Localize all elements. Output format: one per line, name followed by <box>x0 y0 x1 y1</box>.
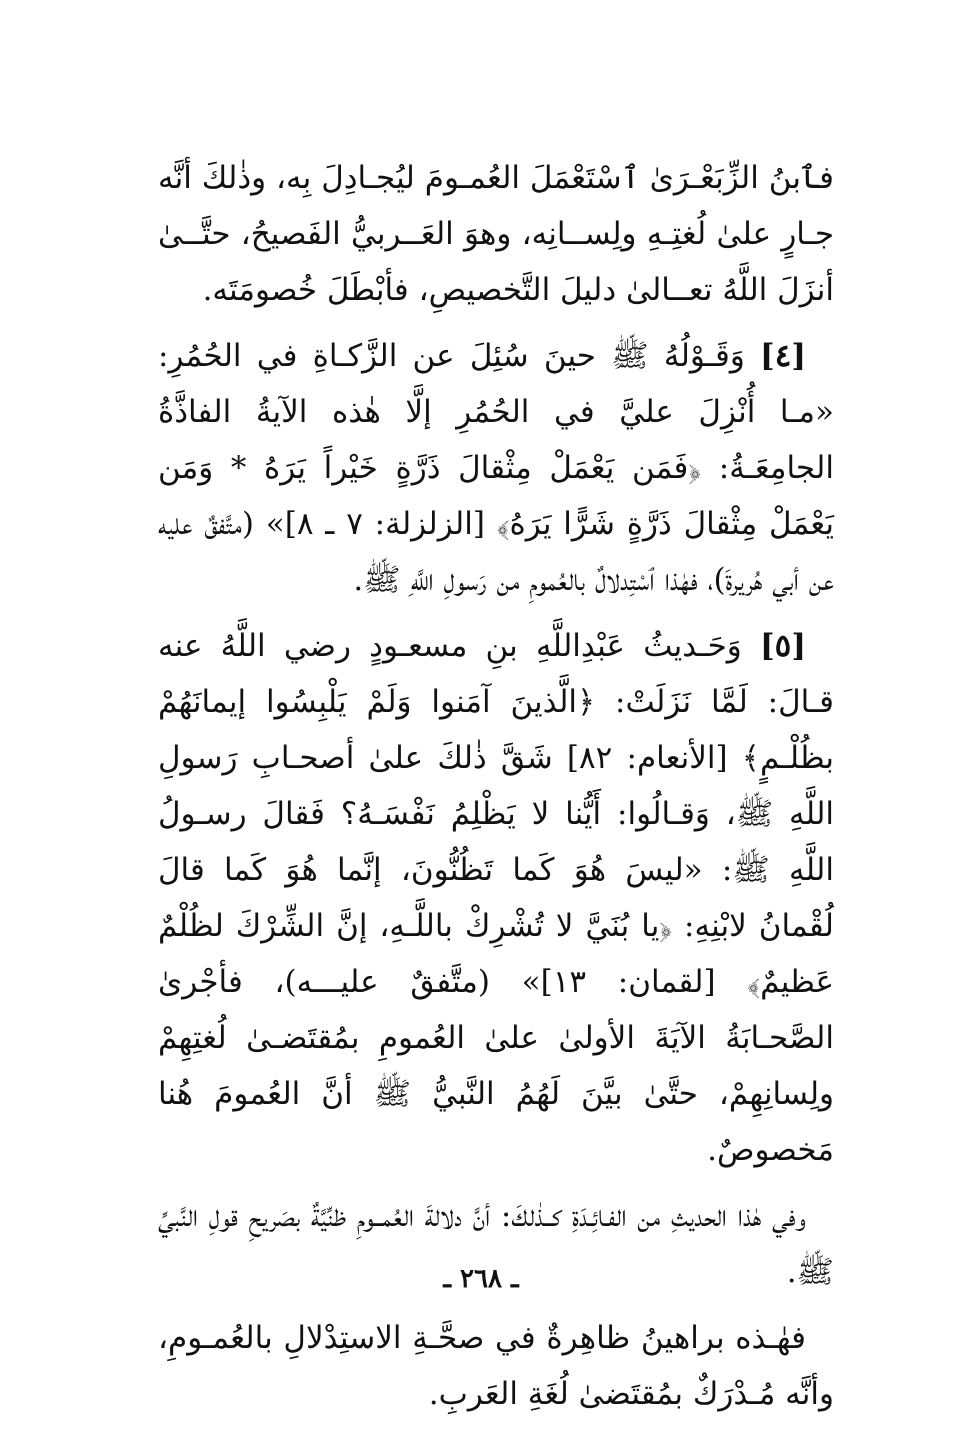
paragraph-conclusion <box>158 1310 834 1422</box>
paragraph-4-zakat-hadith <box>158 328 834 608</box>
paragraph-ibn-zibara <box>158 150 834 318</box>
paragraph-number: [٥] <box>760 628 806 664</box>
paragraph-text: وَقَـوْلُهُ ﷺ حينَ سُئِلَ عن الزَّكـاةِ في الحُمُرِ: «مـا أُنْزِلَ عليَّ في الحُمُرِ إلَّا هٰذه الآيةُ الفاذَّةُ الجامِعَـةُ: ﴿فَمَن يَعْمَلْ مِثْقالَ ذَرَّةٍ خَيْراً يَرَهُ * وَمَن يَعْمَلْ مِثْقالَ ذَرَّةٍ شَرًّا يَرَهُ﴾ [الزلزلة: ٧ ـ ٨]» (متَّفقٌ عليه عن أبي هُريرةَ)، فهٰذا ٱسْتِدلالٌ بالعُمومِ من رَسولِ اللَّهِ ﷺ. <box>158 338 835 598</box>
body-text <box>158 150 834 1432</box>
page-number: ـ ٢٦٨ ـ <box>443 1264 519 1294</box>
paragraph-text: وَحَـديثُ عَبْدِاللَّهِ بنِ مسعـودٍ رضي اللَّهُ عنه قـالَ: لَمَّا نَزَلَتْ: ﴿الَّذينَ آمَنوا وَلَمْ يَلْبِسُوا إيمانَهُمْ بظُلْـمٍ﴾ [الأنعام: ٨٢] شَقَّ ذٰلكَ علىٰ أصحـابِ رَسولِ اللَّهِ ﷺ، وَقـالُوا: أَيُّنا لا يَظْلِمُ نَفْسَـهُ؟ فَقالَ رسـولُ اللَّهِ ﷺ: «ليسَ هُوَ كَما تَظُنُّونَ، إنَّما هُوَ كَما قالَ لُقْمانُ لابْنِهِ: ﴿يا بُنَيَّ لا تُشْرِكْ باللَّـهِ، إنَّ الشِّرْكَ لظُلْمٌ عَظيمٌ﴾ [لقمان: ١٣]» (متَّفقٌ عليـــه)، فأجْرىٰ الصَّحـابَةُ الآيَةَ الأولىٰ علىٰ العُمومِ بمُقتَضـىٰ لُغتِهِمْ ولِسانِهِمْ، حتَّىٰ بيَّنَ لَهُمُ النَّبيُّ ﷺ أنَّ العُمومَ هُنا مَخصوصٌ. <box>158 628 834 1168</box>
paragraph-5-ibn-masud-hadith <box>158 618 834 1178</box>
paragraph-number: [٤] <box>760 338 807 374</box>
paragraph-text: وفي هٰذا الحديثِ من الفـائِـدَةِ كــذٰلكَ: أنَّ دلالةَ العُمــومِ ظنِّيَّةٌ بصَريحِ قولِ النَّبيِّ ﷺ. <box>158 1198 834 1290</box>
paragraph-text: فٱبنُ الزِّبَعْـرَىٰ ٱسْتَعْمَلَ العُمـومَ ليُجـادِلَ بِه، وذٰلكَ أنَّه جـارٍ علىٰ لُغتِـهِ ولِســانِه، وهوَ العَــربيُّ الفَصيحُ، حتَّــىٰ أنزَلَ اللَّهُ تعــالىٰ دليلَ التَّخصيصِ، فأبْطَلَ خُصومَتَه. <box>158 160 834 308</box>
paragraph-text: فهٰـذه براهينُ ظاهِرةٌ في صحَّـةِ الاستِدْلالِ بالعُمـومِ، وأنَّه مُـدْرَكٌ بمُقتَضىٰ لُغَةِ العَربِ. <box>158 1320 834 1412</box>
